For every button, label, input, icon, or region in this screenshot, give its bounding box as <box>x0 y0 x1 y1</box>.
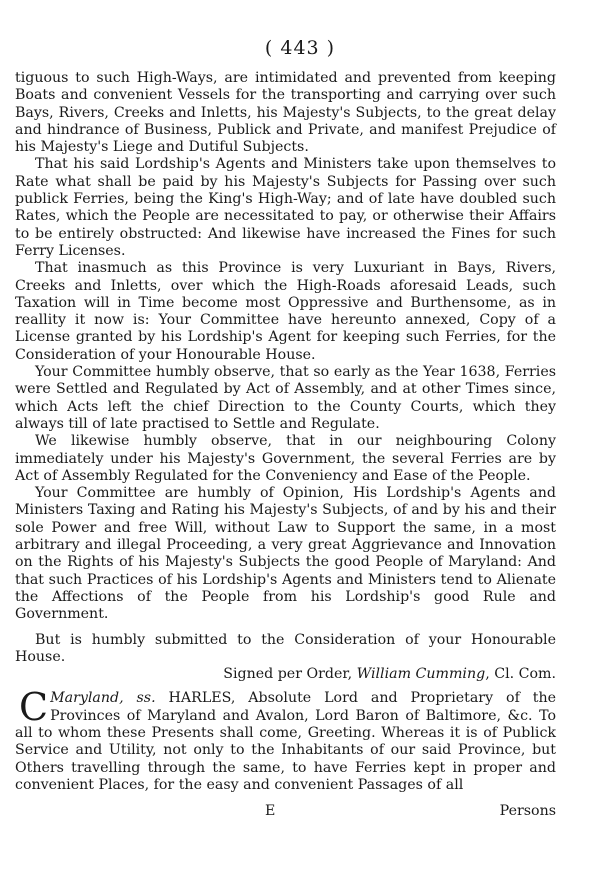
proclamation <box>15 685 556 794</box>
paragraph-opinion: Your Committee are humbly of Opinion, His Lordship's Agents and Ministers Taxing and Rating his Majesty's Subjects, of and by his and their sole Power and free Will, without Law to Support the same, in a most arbitrary and illegal Proceeding, a very great Aggrievance and Innovation on the Rights of his Majesty's Subjects the good People of Maryland: And that such Practices of his Lordship's Agents and Ministers tend to Alienate the Affections of the People from his Lordship's good Rule and Government. <box>15 485 556 623</box>
paragraph-year-1638: Your Committee humbly observe, that so early as the Year 1638, Ferries were Settled and Regulated by Act of Assembly, and at other Times since, which Acts left the chief Direction to the County Courts, which they always till of late practised to Settle and Regulate. <box>15 364 556 432</box>
paragraph-taxation: That inasmuch as this Province is very Luxuriant in Bays, Rivers, Creeks and Inletts, over which the High-Roads aforesaid Leads, such Taxation will in Time become most Oppressive and Burthensome, as in reallity it now is: Your Committee have hereunto annexed, Copy of a License granted by his Lordship's Agent for keeping such Ferries, for the Consideration of your Honourable House. <box>15 260 556 363</box>
paragraph-submission: But is humbly submitted to the Consideration of your Honourable House. <box>15 631 556 665</box>
signature-prefix: Signed per Order, <box>223 666 353 683</box>
proclamation-place: Maryland, ss. <box>50 690 156 707</box>
signature-line: Signed per Order, William Cumming, Cl. Com. <box>223 666 556 683</box>
proclamation-opening: HARLES, Absolute Lord and Proprietary of the Provinces of Maryland and Avalon, Lord Baron of Baltimore, &c. <box>50 690 556 724</box>
page-number: ( 443 ) <box>264 37 336 59</box>
paragraph-continuation: tiguous to such High-Ways, are intimidated and prevented from keeping Boats and convenient Vessels for the transporting and carrying over such Bays, Rivers, Creeks and Inletts, his Majesty's Subjects, to the great delay and hindrance of Business, Publick and Private, and manifest Prejudice of his Majesty's Liege and Dutiful Subjects. <box>15 70 556 156</box>
paragraph-neighbouring-colony: We likewise humbly observe, that in our neighbouring Colony immediately under his Majesty's Government, the several Ferries are by Act of Assembly Regulated for the Conveniency and Ease of the People. <box>15 433 556 484</box>
document-body <box>15 70 556 794</box>
signature-name: William Cumming <box>356 666 486 683</box>
paragraph-ferry-rates: That his said Lordship's Agents and Ministers take upon themselves to Rate what shall be paid by his Majesty's Subjects for Passing over such publick Ferries, being the King's High-Way; and of late have doubled such Rates, which the People are necessitated to pay, or otherwise their Affairs to be entirely obstructed: And likewise have increased the Fines for such Ferry Licenses. <box>15 156 556 259</box>
signature-mark: E <box>265 803 276 819</box>
catchword: Persons <box>499 803 556 819</box>
drop-cap: C <box>19 685 49 730</box>
signature-title: Cl. Com. <box>494 666 556 683</box>
proclamation-text: To all to whom these Presents shall come, Greeting. Whereas it is of Publick Service and Utility, not only to the Inhabitants of our said Province, but Others travelling through the same, to have Ferries kept in proper and convenient Places, for the easy and convenient Passages of all <box>15 707 556 793</box>
